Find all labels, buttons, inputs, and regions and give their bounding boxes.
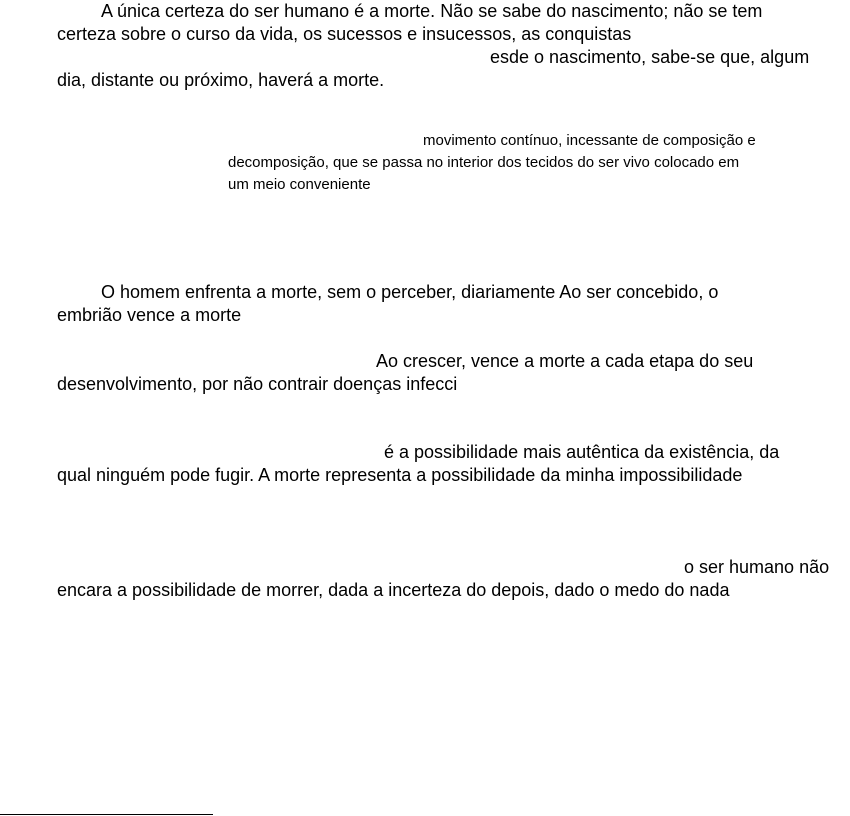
paragraph-5-line-1: o ser humano não [684, 557, 830, 577]
paragraph-2-line-2: embrião vence a morte [57, 305, 242, 325]
paragraph-3-line-1: Ao crescer, vence a morte a cada etapa do seu [376, 351, 754, 371]
paragraph-2-line-1: O homem enfrenta a morte, sem o perceber, diariamente Ao ser concebido, o [101, 282, 719, 302]
paragraph-4-line-2: qual ninguém pode fugir. A morte representa a possibilidade da minha impossibilidade [57, 465, 743, 485]
paragraph-4-line-1: é a possibilidade mais autêntica da existência, da [384, 442, 780, 462]
footnote-separator [0, 814, 213, 815]
paragraph-5-line-2: encara a possibilidade de morrer, dada a incerteza do depois, dado o medo do nada [57, 580, 730, 600]
quote-line-3: um meio conveniente [228, 176, 371, 193]
quote-line-2: decomposição, que se passa no interior dos tecidos do ser vivo colocado em [228, 154, 740, 171]
paragraph-3-line-2: desenvolvimento, por não contrair doenças infecci [57, 374, 458, 394]
paragraph-1-line-1: A única certeza do ser humano é a morte. Não se sabe do nascimento; não se tem [101, 1, 763, 21]
paragraph-1-line-4: dia, distante ou próximo, haverá a morte. [57, 70, 385, 90]
paragraph-1-line-3: esde o nascimento, sabe-se que, algum [490, 47, 810, 67]
quote-line-1: movimento contínuo, incessante de composição e [423, 132, 756, 149]
paragraph-1-line-2: certeza sobre o curso da vida, os sucessos e insucessos, as conquistas [57, 24, 632, 44]
